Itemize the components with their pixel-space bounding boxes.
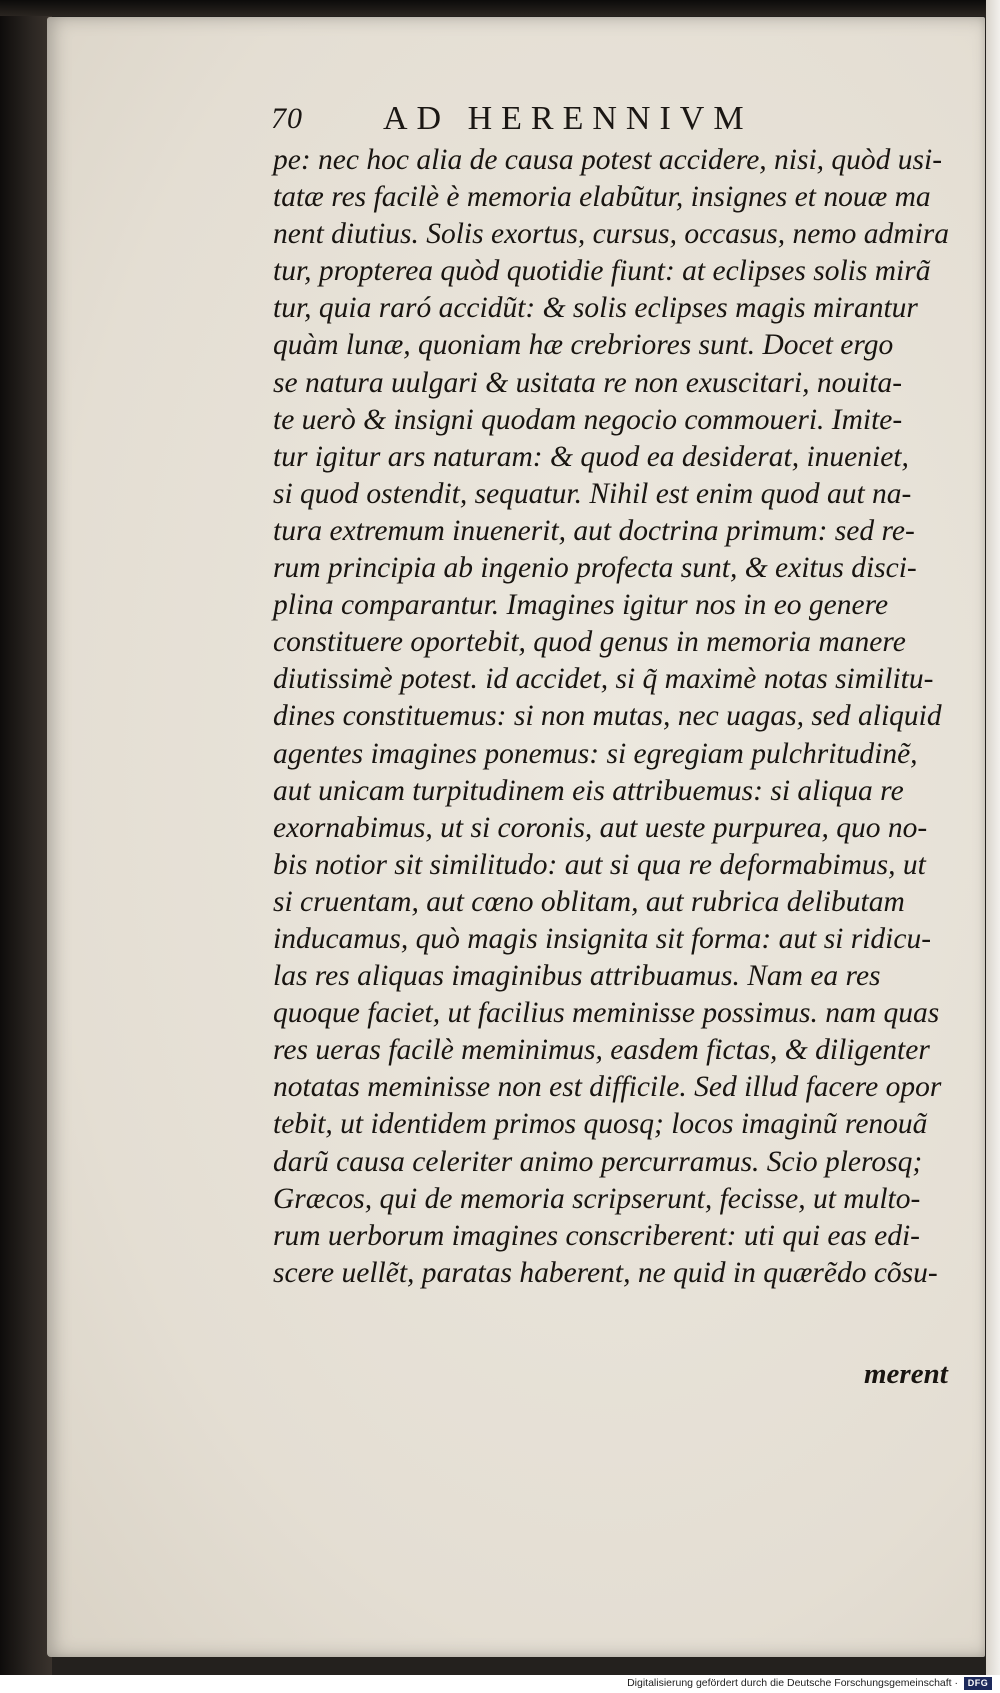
text-line: tur, propterea quòd quotidie fiunt: at eclipses solis mirã [273, 255, 931, 288]
text-line: darũ causa celeriter animo percurramus. Scio plerosq; [273, 1145, 923, 1178]
text-line: tatæ res facilè è memoria elabũtur, insignes et nouæ ma [273, 181, 931, 214]
text-line: diutissimè potest. id accidet, si q̃ maximè notas similitu- [273, 663, 934, 696]
text-line: rum principia ab ingenio profecta sunt, & exitus disci- [273, 552, 917, 585]
text-line: te uerò & insigni quodam negocio commoueri. Imite- [273, 403, 903, 436]
text-line: las res aliquas imaginibus attribuamus. Nam ea res [273, 960, 881, 993]
text-line: nent diutius. Solis exortus, cursus, occasus, nemo admira [273, 218, 950, 251]
funding-credit: Digitalisierung gefördert durch die Deutsche Forschungsgemeinschaft · [627, 1677, 958, 1689]
text-line: inducamus, quò magis insignita sit forma: aut si ridicu- [273, 922, 932, 955]
page-header [271, 100, 811, 140]
text-line: exornabimus, ut si coronis, aut ueste purpurea, quo no- [273, 811, 928, 844]
text-line: bis notior sit similitudo: aut si qua re deformabimus, ut [273, 848, 926, 881]
text-line: scere uellẽt, paratas haberent, ne quid in quærẽdo cõsu- [273, 1256, 938, 1289]
body-text [273, 142, 950, 1292]
book-spine-shadow [0, 0, 52, 1693]
page-right-edge [986, 0, 1000, 1693]
text-line: tur igitur ars naturam: & quod ea desiderat, inueniet, [273, 440, 909, 473]
text-line: rum uerborum imagines conscriberent: uti qui eas edi- [273, 1219, 920, 1252]
text-line: res ueras facilè meminimus, easdem fictas, & diligenter [273, 1034, 930, 1067]
running-head: AD HERENNIVM [383, 100, 753, 137]
text-line: si quod ostendit, sequatur. Nihil est enim quod aut na- [273, 477, 912, 510]
catchword: merent [864, 1358, 948, 1390]
text-line: notatas meminisse non est difficile. Sed illud facere opor [273, 1071, 942, 1104]
text-line: tura extremum inuenerit, aut doctrina primum: sed re- [273, 514, 915, 547]
book-top-edge [0, 0, 1000, 16]
text-line: quoque faciet, ut facilius meminisse possimus. nam quas [273, 997, 940, 1030]
text-line: Græcos, qui de memoria scripserunt, fecisse, ut multo- [273, 1182, 921, 1215]
text-line: agentes imagines ponemus: si egregiam pulchritudinẽ, [273, 737, 918, 770]
text-line: tur, quia raró accidũt: & solis eclipses magis mirantur [273, 292, 918, 325]
text-line: quàm lunæ, quoniam hæ crebriores sunt. Docet ergo [273, 329, 894, 362]
text-line: se natura uulgari & usitata re non exuscitari, nouita- [273, 366, 903, 399]
text-line: plina comparantur. Imagines igitur nos in eo genere [273, 589, 889, 622]
text-line: constituere oportebit, quod genus in memoria manere [273, 626, 906, 659]
dfg-logo: DFG [964, 1677, 992, 1690]
text-line: aut unicam turpitudinem eis attribuemus: si aliqua re [273, 774, 904, 807]
text-line: pe: nec hoc alia de causa potest accidere, nisi, quòd usi- [273, 144, 943, 176]
text-line: dines constituemus: si non mutas, nec uagas, sed aliquid [273, 700, 942, 733]
folio-number: 70 [271, 102, 303, 135]
text-line: si cruentam, aut cœno oblitam, aut rubrica delibutam [273, 885, 905, 918]
text-line: tebit, ut identidem primos quosq; locos imaginũ renouã [273, 1108, 928, 1141]
